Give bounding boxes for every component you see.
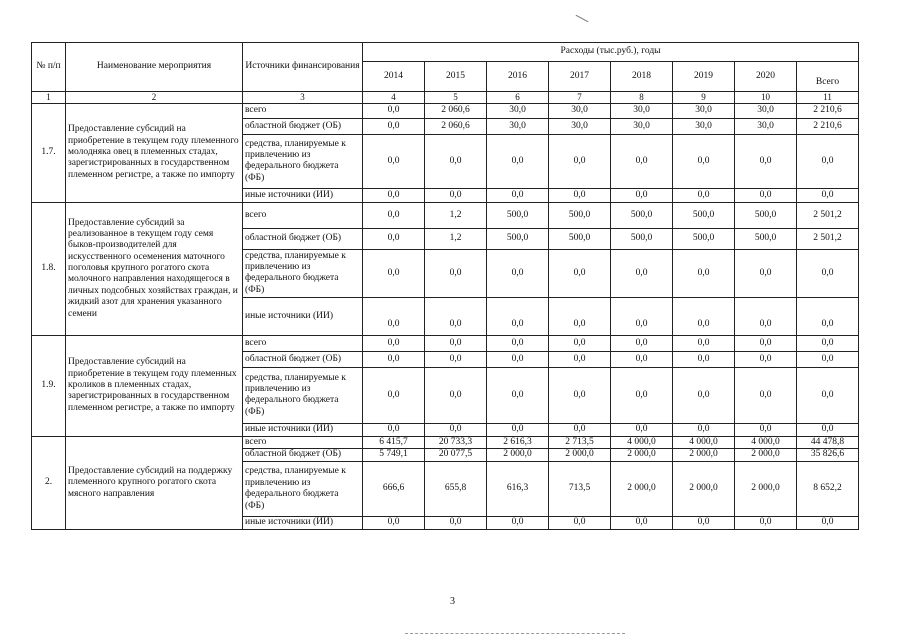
amount-value: 30,0 bbox=[611, 118, 673, 134]
amount-value: 0,0 bbox=[487, 297, 549, 335]
amount-value: 0,0 bbox=[487, 188, 549, 202]
amount-value: 0,0 bbox=[611, 297, 673, 335]
column-index: 7 bbox=[549, 92, 611, 104]
amount-value: 0,0 bbox=[549, 134, 611, 188]
amount-value: 0,0 bbox=[425, 297, 487, 335]
amount-value: 0,0 bbox=[425, 249, 487, 297]
source-label: средства, планируемые к привлечению из федерального бюджета (ФБ) bbox=[243, 367, 363, 423]
source-label: всего bbox=[243, 202, 363, 228]
amount-value: 0,0 bbox=[735, 249, 797, 297]
amount-value: 0,0 bbox=[611, 188, 673, 202]
amount-value: 500,0 bbox=[487, 228, 549, 249]
column-index-row bbox=[32, 92, 859, 104]
column-index: 1 bbox=[32, 92, 66, 104]
amount-value: 30,0 bbox=[549, 103, 611, 118]
row-number: 1.7. bbox=[32, 103, 66, 202]
amount-value: 0,0 bbox=[425, 367, 487, 423]
amount-value: 30,0 bbox=[673, 118, 735, 134]
amount-value: 0,0 bbox=[611, 517, 673, 530]
total-value: 2 210,6 bbox=[797, 103, 859, 118]
amount-value: 500,0 bbox=[611, 202, 673, 228]
amount-value: 0,0 bbox=[363, 335, 425, 351]
amount-value: 0,0 bbox=[673, 423, 735, 436]
source-label: областной бюджет (ОБ) bbox=[243, 449, 363, 462]
amount-value: 2 060,6 bbox=[425, 103, 487, 118]
amount-value: 0,0 bbox=[549, 423, 611, 436]
amount-value: 20 733,3 bbox=[425, 436, 487, 448]
column-index: 4 bbox=[363, 92, 425, 104]
total-value: 0,0 bbox=[797, 134, 859, 188]
activity-name: Предоставление субсидий на приобретение в текущем году племенного молодняка овец в племенных стадах, зарегистрированных в государственном племенном регистре, а также по импорту bbox=[66, 103, 243, 202]
amount-value: 500,0 bbox=[673, 228, 735, 249]
amount-value: 0,0 bbox=[673, 297, 735, 335]
amount-value: 500,0 bbox=[611, 228, 673, 249]
amount-value: 2 060,6 bbox=[425, 118, 487, 134]
row-number: 1.9. bbox=[32, 335, 66, 436]
amount-value: 0,0 bbox=[673, 188, 735, 202]
header-total: Всего bbox=[797, 62, 859, 92]
total-value: 8 652,2 bbox=[797, 462, 859, 517]
amount-value: 0,0 bbox=[673, 335, 735, 351]
amount-value: 2 000,0 bbox=[673, 462, 735, 517]
header-name: Наименование мероприятия bbox=[66, 43, 243, 92]
amount-value: 0,0 bbox=[735, 367, 797, 423]
amount-value: 5 749,1 bbox=[363, 449, 425, 462]
column-index: 6 bbox=[487, 92, 549, 104]
header-year: 2019 bbox=[673, 62, 735, 92]
total-value: 2 501,2 bbox=[797, 228, 859, 249]
column-index: 5 bbox=[425, 92, 487, 104]
header-source: Источники финансирования bbox=[243, 43, 363, 92]
amount-value: 30,0 bbox=[549, 118, 611, 134]
amount-value: 2 000,0 bbox=[611, 462, 673, 517]
total-value: 0,0 bbox=[797, 188, 859, 202]
column-index: 9 bbox=[673, 92, 735, 104]
amount-value: 2 713,5 bbox=[549, 436, 611, 448]
expenses-table bbox=[31, 42, 859, 530]
amount-value: 0,0 bbox=[735, 351, 797, 367]
source-label: иные источники (ИИ) bbox=[243, 517, 363, 530]
source-label: всего bbox=[243, 436, 363, 448]
amount-value: 0,0 bbox=[487, 335, 549, 351]
amount-value: 2 000,0 bbox=[549, 449, 611, 462]
source-label: областной бюджет (ОБ) bbox=[243, 118, 363, 134]
amount-value: 0,0 bbox=[363, 297, 425, 335]
amount-value: 0,0 bbox=[425, 351, 487, 367]
column-index: 10 bbox=[735, 92, 797, 104]
header-expenses: Расходы (тыс.руб.), годы bbox=[363, 43, 859, 62]
amount-value: 2 000,0 bbox=[611, 449, 673, 462]
total-value: 0,0 bbox=[797, 297, 859, 335]
amount-value: 1,2 bbox=[425, 228, 487, 249]
amount-value: 0,0 bbox=[673, 134, 735, 188]
amount-value: 0,0 bbox=[549, 367, 611, 423]
amount-value: 0,0 bbox=[425, 423, 487, 436]
source-label: всего bbox=[243, 103, 363, 118]
amount-value: 0,0 bbox=[549, 351, 611, 367]
amount-value: 0,0 bbox=[363, 517, 425, 530]
amount-value: 0,0 bbox=[549, 335, 611, 351]
column-index: 11 bbox=[797, 92, 859, 104]
table-row bbox=[32, 202, 859, 228]
amount-value: 0,0 bbox=[735, 188, 797, 202]
amount-value: 500,0 bbox=[549, 202, 611, 228]
amount-value: 0,0 bbox=[363, 188, 425, 202]
amount-value: 0,0 bbox=[673, 367, 735, 423]
header-year: 2016 bbox=[487, 62, 549, 92]
amount-value: 0,0 bbox=[363, 103, 425, 118]
column-index: 8 bbox=[611, 92, 673, 104]
row-number: 2. bbox=[32, 436, 66, 529]
source-label: областной бюджет (ОБ) bbox=[243, 228, 363, 249]
amount-value: 616,3 bbox=[487, 462, 549, 517]
header-year: 2014 bbox=[363, 62, 425, 92]
amount-value: 0,0 bbox=[735, 134, 797, 188]
amount-value: 0,0 bbox=[487, 134, 549, 188]
amount-value: 0,0 bbox=[735, 335, 797, 351]
column-index: 2 bbox=[66, 92, 243, 104]
amount-value: 0,0 bbox=[487, 517, 549, 530]
amount-value: 0,0 bbox=[363, 249, 425, 297]
amount-value: 0,0 bbox=[425, 188, 487, 202]
total-value: 2 501,2 bbox=[797, 202, 859, 228]
table-row bbox=[32, 335, 859, 351]
total-value: 0,0 bbox=[797, 335, 859, 351]
amount-value: 30,0 bbox=[487, 118, 549, 134]
row-number: 1.8. bbox=[32, 202, 66, 335]
source-label: средства, планируемые к привлечению из федерального бюджета (ФБ) bbox=[243, 249, 363, 297]
amount-value: 0,0 bbox=[363, 367, 425, 423]
amount-value: 0,0 bbox=[611, 249, 673, 297]
amount-value: 0,0 bbox=[735, 517, 797, 530]
source-label: иные источники (ИИ) bbox=[243, 297, 363, 335]
amount-value: 0,0 bbox=[363, 134, 425, 188]
amount-value: 500,0 bbox=[735, 228, 797, 249]
amount-value: 0,0 bbox=[425, 517, 487, 530]
amount-value: 500,0 bbox=[673, 202, 735, 228]
amount-value: 30,0 bbox=[673, 103, 735, 118]
header-no: № п/п bbox=[32, 43, 66, 92]
amount-value: 0,0 bbox=[363, 351, 425, 367]
source-label: областной бюджет (ОБ) bbox=[243, 351, 363, 367]
amount-value: 500,0 bbox=[487, 202, 549, 228]
total-value: 0,0 bbox=[797, 351, 859, 367]
amount-value: 30,0 bbox=[735, 103, 797, 118]
amount-value: 2 000,0 bbox=[735, 449, 797, 462]
amount-value: 0,0 bbox=[487, 367, 549, 423]
amount-value: 0,0 bbox=[611, 351, 673, 367]
amount-value: 30,0 bbox=[611, 103, 673, 118]
amount-value: 0,0 bbox=[363, 228, 425, 249]
amount-value: 20 077,5 bbox=[425, 449, 487, 462]
amount-value: 4 000,0 bbox=[611, 436, 673, 448]
amount-value: 0,0 bbox=[425, 335, 487, 351]
amount-value: 30,0 bbox=[735, 118, 797, 134]
amount-value: 6 415,7 bbox=[363, 436, 425, 448]
page-number: 3 bbox=[450, 596, 455, 607]
activity-name: Предоставление субсидий на поддержку племенного крупного рогатого скота мясного направления bbox=[66, 436, 243, 529]
table-row bbox=[32, 103, 859, 118]
total-value: 44 478,8 bbox=[797, 436, 859, 448]
amount-value: 1,2 bbox=[425, 202, 487, 228]
header-year: 2015 bbox=[425, 62, 487, 92]
amount-value: 0,0 bbox=[673, 351, 735, 367]
amount-value: 0,0 bbox=[611, 423, 673, 436]
amount-value: 0,0 bbox=[673, 249, 735, 297]
amount-value: 0,0 bbox=[549, 188, 611, 202]
amount-value: 655,8 bbox=[425, 462, 487, 517]
amount-value: 0,0 bbox=[549, 517, 611, 530]
amount-value: 0,0 bbox=[425, 134, 487, 188]
total-value: 0,0 bbox=[797, 367, 859, 423]
total-value: 35 826,6 bbox=[797, 449, 859, 462]
total-value: 2 210,6 bbox=[797, 118, 859, 134]
amount-value: 2 000,0 bbox=[735, 462, 797, 517]
amount-value: 4 000,0 bbox=[735, 436, 797, 448]
amount-value: 0,0 bbox=[487, 249, 549, 297]
amount-value: 2 000,0 bbox=[673, 449, 735, 462]
amount-value: 0,0 bbox=[611, 335, 673, 351]
amount-value: 500,0 bbox=[549, 228, 611, 249]
amount-value: 0,0 bbox=[487, 351, 549, 367]
amount-value: 0,0 bbox=[363, 202, 425, 228]
header-year: 2017 bbox=[549, 62, 611, 92]
amount-value: 4 000,0 bbox=[673, 436, 735, 448]
amount-value: 2 000,0 bbox=[487, 449, 549, 462]
source-label: средства, планируемые к привлечению из федерального бюджета (ФБ) bbox=[243, 134, 363, 188]
table-row bbox=[32, 436, 859, 448]
header-year: 2020 bbox=[735, 62, 797, 92]
header-row bbox=[32, 43, 859, 62]
source-label: иные источники (ИИ) bbox=[243, 188, 363, 202]
activity-name: Предоставление субсидий на приобретение в текущем году племенных кроликов в племенных стадах, зарегистрированных в государственном племенном регистре, а также по импорту bbox=[66, 335, 243, 436]
amount-value: 713,5 bbox=[549, 462, 611, 517]
amount-value: 30,0 bbox=[487, 103, 549, 118]
total-value: 0,0 bbox=[797, 249, 859, 297]
source-label: средства, планируемые к привлечению из федерального бюджета (ФБ) bbox=[243, 462, 363, 517]
column-index: 3 bbox=[243, 92, 363, 104]
total-value: 0,0 bbox=[797, 423, 859, 436]
amount-value: 0,0 bbox=[549, 249, 611, 297]
source-label: всего bbox=[243, 335, 363, 351]
amount-value: 0,0 bbox=[549, 297, 611, 335]
amount-value: 666,6 bbox=[363, 462, 425, 517]
header-year: 2018 bbox=[611, 62, 673, 92]
scan-artifact bbox=[576, 15, 589, 22]
amount-value: 0,0 bbox=[611, 367, 673, 423]
activity-name: Предоставление субсидий за реализованное в текущем году семя быков-производителей для искусственного осеменения маточного поголовья крупного рогатого скота молочного направления находящегося в личных подсобных хозяйствах граждан, и жидкий азот для хранения указанного семени bbox=[66, 202, 243, 335]
amount-value: 0,0 bbox=[673, 517, 735, 530]
total-value: 0,0 bbox=[797, 517, 859, 530]
amount-value: 0,0 bbox=[735, 297, 797, 335]
amount-value: 0,0 bbox=[363, 423, 425, 436]
amount-value: 0,0 bbox=[487, 423, 549, 436]
source-label: иные источники (ИИ) bbox=[243, 423, 363, 436]
amount-value: 0,0 bbox=[735, 423, 797, 436]
scan-artifact bbox=[405, 633, 625, 636]
amount-value: 0,0 bbox=[611, 134, 673, 188]
amount-value: 0,0 bbox=[363, 118, 425, 134]
amount-value: 500,0 bbox=[735, 202, 797, 228]
amount-value: 2 616,3 bbox=[487, 436, 549, 448]
